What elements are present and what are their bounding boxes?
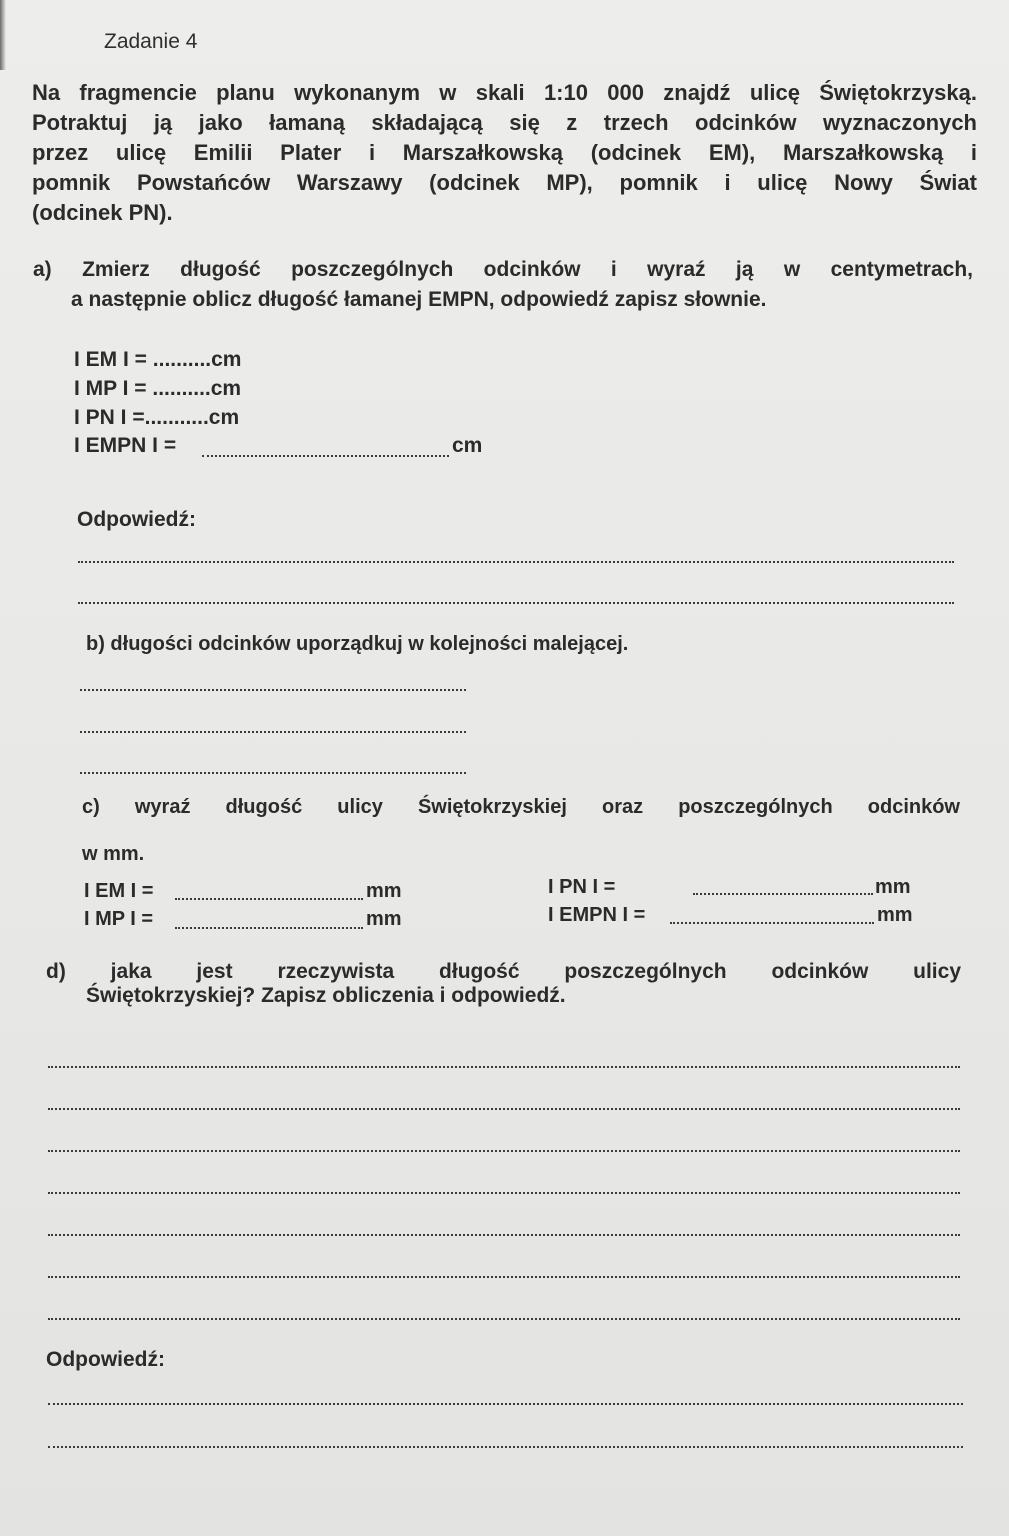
question-c-line1: c) wyraź długość ulicy Świętokrzyskiej oraz poszczególnych odcinków — [82, 796, 960, 818]
work-line-6[interactable] — [48, 1276, 960, 1278]
answer-a-line-1[interactable] — [78, 561, 954, 563]
mm-em-label: I EM I = — [84, 880, 154, 902]
work-line-2[interactable] — [48, 1108, 960, 1110]
mm-empn-unit: mm — [877, 904, 913, 926]
mm-mp-label: I MP I = — [84, 908, 154, 930]
measure-mp-field[interactable]: I MP I = ..........cm — [74, 377, 242, 400]
mm-pn-field[interactable] — [693, 893, 873, 895]
answer-d-line-2[interactable] — [48, 1446, 963, 1448]
mm-empn-label: I EMPN I = — [548, 904, 646, 926]
intro-line: (odcinek PN). — [32, 200, 173, 225]
answer-a-line-2[interactable] — [78, 602, 954, 604]
mm-pn-unit: mm — [875, 876, 911, 898]
question-d-line2: Świętokrzyskiej? Zapisz obliczenia i odpowiedź. — [86, 984, 566, 1007]
question-d-line1: d) jaka jest rzeczywista długość poszczególnych odcinków ulicy — [46, 960, 961, 983]
intro-line: Na fragmencie planu wykonanym w skali 1:10 000 znajdź ulicę Świętokrzyską. — [32, 80, 977, 105]
mm-em-field[interactable] — [175, 898, 363, 900]
mm-pn-label: I PN I = — [548, 876, 616, 898]
work-line-1[interactable] — [48, 1066, 960, 1068]
work-line-4[interactable] — [48, 1192, 960, 1194]
answer-b-line-3[interactable] — [80, 772, 466, 774]
answer-b-line-2[interactable] — [80, 731, 466, 733]
question-d — [46, 960, 961, 1008]
question-a-line1: a) Zmierz długość poszczególnych odcinków i wyraź ją w centymetrach, — [33, 258, 973, 281]
answer-a-label: Odpowiedź: — [77, 508, 196, 531]
question-b: b) długości odcinków uporządkuj w kolejności malejącej. — [86, 633, 629, 655]
question-a — [33, 255, 973, 315]
answer-d-label: Odpowiedź: — [46, 1348, 165, 1371]
mm-mp-field[interactable] — [175, 927, 363, 929]
mm-mp-unit: mm — [366, 908, 402, 930]
question-c-line2: w mm. — [82, 843, 145, 865]
measure-empn-field[interactable] — [202, 455, 449, 457]
mm-em-unit: mm — [366, 880, 402, 902]
task-title: Zadanie 4 — [104, 30, 198, 53]
work-line-5[interactable] — [48, 1234, 960, 1236]
measure-empn-unit: cm — [452, 434, 483, 457]
page-edge-shadow — [0, 0, 6, 70]
question-c — [82, 796, 960, 819]
work-line-7[interactable] — [48, 1318, 960, 1320]
measure-pn-field[interactable]: I PN I =...........cm — [74, 406, 240, 429]
intro-line: przez ulicę Emilii Plater i Marszałkowską (odcinek EM), Marszałkowską i — [32, 140, 977, 165]
mm-empn-field[interactable] — [670, 922, 874, 924]
answer-b-line-1[interactable] — [80, 689, 466, 691]
measure-em-field[interactable]: I EM I = ..........cm — [74, 348, 242, 371]
work-line-3[interactable] — [48, 1150, 960, 1152]
measure-empn-label: I EMPN I = — [74, 434, 177, 457]
task-intro — [32, 78, 977, 228]
intro-line: Potraktuj ją jako łamaną składającą się z trzech odcinków wyznaczonych — [32, 110, 977, 135]
intro-line: pomnik Powstańców Warszawy (odcinek MP), pomnik i ulicę Nowy Świat — [32, 170, 977, 195]
question-a-line2: a następnie oblicz długość łamanej EMPN, odpowiedź zapisz słownie. — [71, 288, 767, 311]
answer-d-line-1[interactable] — [48, 1403, 963, 1405]
